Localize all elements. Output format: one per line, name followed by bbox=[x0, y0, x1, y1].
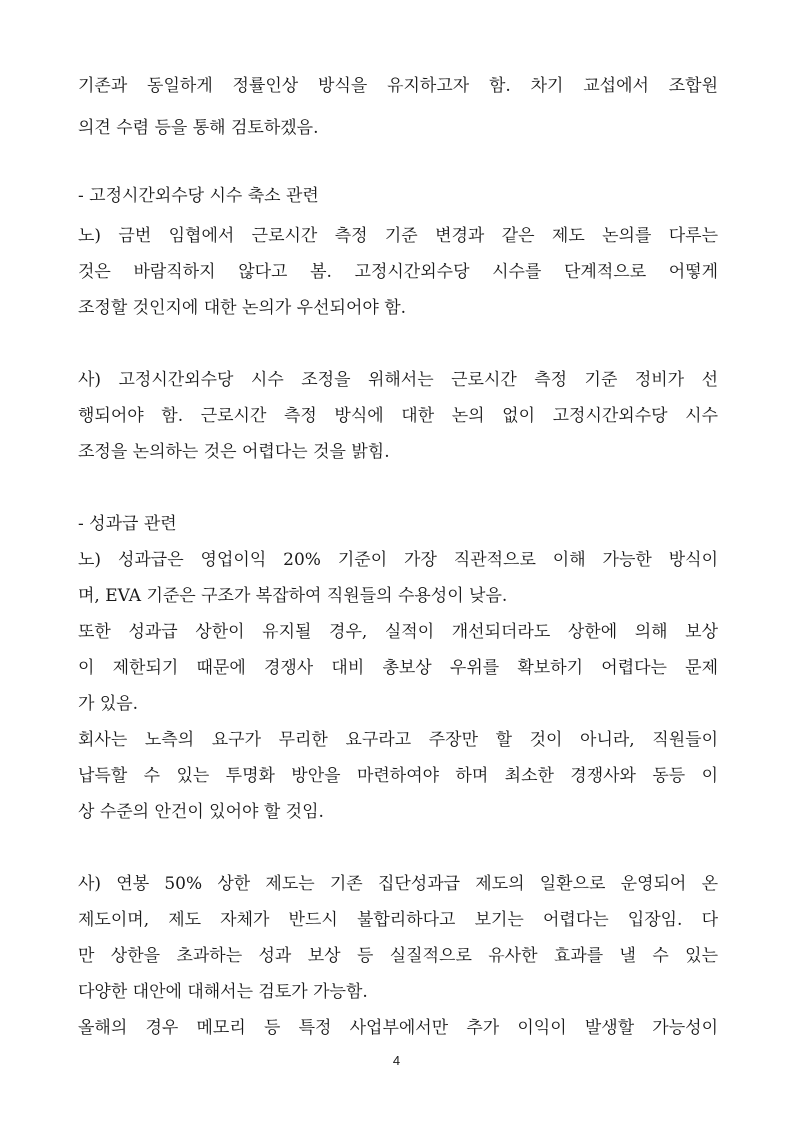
body-line: 노) 성과급은 영업이익 20% 기준이 가장 직관적으로 이해 가능한 방식이 bbox=[78, 550, 718, 570]
body-line: 또한 성과급 상한이 유지될 경우, 실적이 개선되더라도 상한에 의해 보상 bbox=[78, 622, 718, 642]
body-line: 조정할 것인지에 대한 논의가 우선되어야 함. bbox=[78, 298, 407, 318]
body-line: 납득할 수 있는 투명화 방안을 마련하여야 하며 최소한 경쟁사와 동등 이 bbox=[78, 766, 718, 786]
body-line: 올해의 경우 메모리 등 특정 사업부에서만 추가 이익이 발생할 가능성이 bbox=[78, 1018, 718, 1038]
body-line: 조정을 논의하는 것은 어렵다는 것을 밝힘. bbox=[78, 442, 390, 462]
body-line: 제도이며, 제도 자체가 반드시 불합리하다고 보기는 어렵다는 입장임. 다 bbox=[78, 910, 718, 930]
body-line: 다양한 대안에 대해서는 검토가 가능함. bbox=[78, 982, 368, 1002]
body-line: 사) 연봉 50% 상한 제도는 기존 집단성과급 제도의 일환으로 운영되어 온 bbox=[78, 874, 718, 894]
body-line: 의견 수렴 등을 통해 검토하겠음. bbox=[78, 118, 319, 138]
section-heading: - 성과급 관련 bbox=[78, 514, 177, 534]
body-line: 사) 고정시간외수당 시수 조정을 위해서는 근로시간 측정 기준 정비가 선 bbox=[78, 370, 718, 390]
body-line: 가 있음. bbox=[78, 694, 139, 714]
body-line: 며, EVA 기준은 구조가 복잡하여 직원들의 수용성이 낮음. bbox=[78, 586, 508, 606]
body-line: 만 상한을 초과하는 성과 보상 등 실질적으로 유사한 효과를 낼 수 있는 bbox=[78, 946, 718, 966]
body-line: 노) 금번 임협에서 근로시간 측정 기준 변경과 같은 제도 논의를 다루는 bbox=[78, 226, 718, 246]
section-heading: - 고정시간외수당 시수 축소 관련 bbox=[78, 186, 319, 206]
body-line: 행되어야 함. 근로시간 측정 방식에 대한 논의 없이 고정시간외수당 시수 bbox=[78, 406, 718, 426]
body-line: 기존과 동일하게 정률인상 방식을 유지하고자 함. 차기 교섭에서 조합원 bbox=[78, 76, 718, 96]
body-line: 상 수준의 안건이 있어야 할 것임. bbox=[78, 802, 324, 822]
page-number: 4 bbox=[392, 1053, 401, 1068]
body-line: 것은 바람직하지 않다고 봄. 고정시간외수당 시수를 단계적으로 어떻게 bbox=[78, 262, 718, 282]
body-line: 이 제한되기 때문에 경쟁사 대비 총보상 우위를 확보하기 어렵다는 문제 bbox=[78, 658, 718, 678]
body-line: 회사는 노측의 요구가 무리한 요구라고 주장만 할 것이 아니라, 직원들이 bbox=[78, 730, 718, 750]
